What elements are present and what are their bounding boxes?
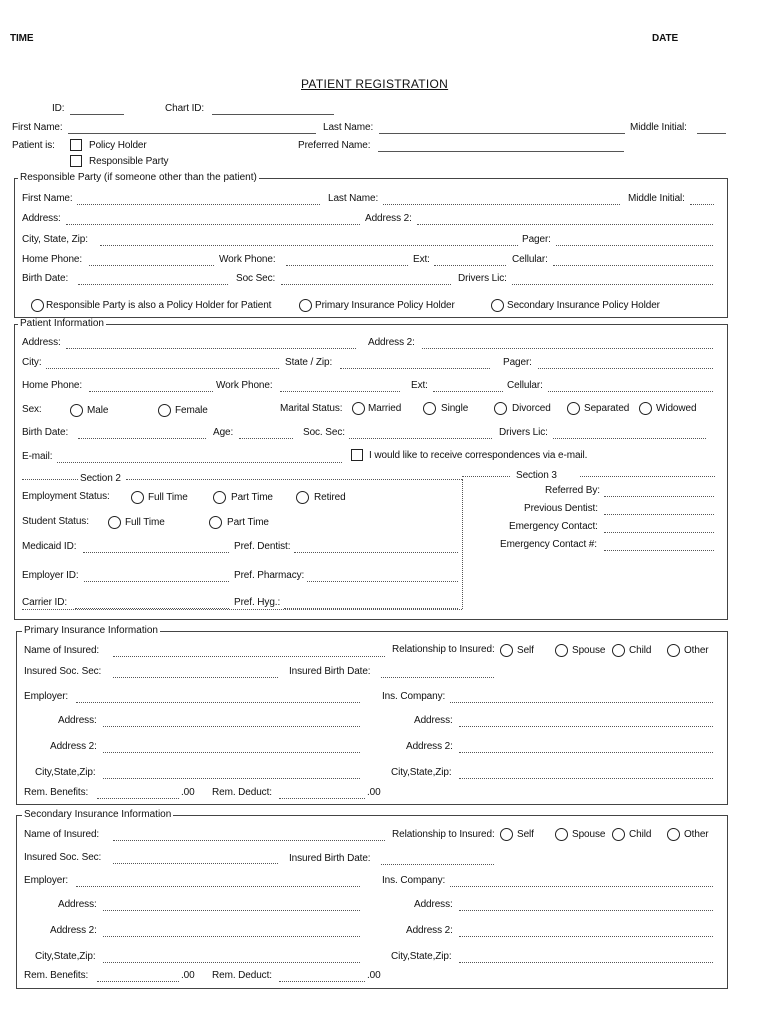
sec-name-insured-field[interactable] [113, 840, 385, 841]
sec-spouse-radio[interactable] [555, 828, 568, 841]
sec-birth-date-field[interactable] [381, 864, 494, 865]
rp-ext-label: Ext: [413, 254, 430, 265]
sec-ins-company-field[interactable] [450, 886, 713, 887]
sec-name-insured-label: Name of Insured: [24, 829, 100, 840]
sec-soc-sec-field[interactable] [113, 863, 278, 864]
emergency-contact-field[interactable] [604, 532, 714, 533]
marital-widowed-radio[interactable] [639, 402, 652, 415]
rp-drivers-lic-field[interactable] [512, 284, 713, 285]
patient-information-legend: Patient Information [20, 318, 104, 329]
rp-primary-label: Primary Insurance Policy Holder [315, 300, 455, 311]
sec-rem-benefits-field[interactable] [97, 981, 179, 982]
marital-separated-label: Separated [584, 403, 630, 414]
sec-soc-sec-label: Insured Soc. Sec: [24, 852, 102, 863]
preferred-name-label: Preferred Name: [298, 140, 371, 151]
rp-soc-sec-label: Soc Sec: [236, 273, 276, 284]
pi-email-label: E-mail: [22, 451, 53, 462]
pri-company-address2-field[interactable] [459, 752, 713, 753]
time-label: TIME [10, 33, 34, 44]
student-part-time-label: Part Time [227, 517, 269, 528]
sec-rem-benefits-label: Rem. Benefits: [24, 970, 89, 981]
middle-initial-field[interactable] [697, 133, 726, 134]
employer-id-label: Employer ID: [22, 570, 79, 581]
pri-company-address-label: Address: [414, 715, 453, 726]
rp-address2-field[interactable] [417, 224, 713, 225]
sec-employer-label: Employer: [24, 875, 69, 886]
sec-company-address-label: Address: [414, 899, 453, 910]
pri-rem-benefits-field[interactable] [97, 798, 179, 799]
email-opt-in-checkbox[interactable] [351, 449, 363, 461]
policy-holder-label: Policy Holder [89, 140, 147, 151]
marital-single-label: Single [441, 403, 469, 414]
employment-full-time-label: Full Time [148, 492, 188, 503]
pi-state-zip-field[interactable] [340, 368, 490, 369]
student-part-time-radio[interactable] [209, 516, 222, 529]
pri-employer-address2-field[interactable] [103, 752, 360, 753]
pi-work-phone-field[interactable] [280, 391, 400, 392]
section2-rule-right [126, 479, 462, 480]
pri-employer-city-field[interactable] [103, 778, 360, 779]
pi-age-label: Age: [213, 427, 234, 438]
pref-pharmacy-label: Pref. Pharmacy: [234, 570, 305, 581]
medicaid-id-label: Medicaid ID: [22, 541, 77, 552]
pri-relationship-label: Relationship to Insured: [392, 644, 495, 655]
sec-spouse-label: Spouse [572, 829, 606, 840]
pi-ext-label: Ext: [411, 380, 428, 391]
rp-policy-holder-radio[interactable] [31, 299, 44, 312]
chart-id-field[interactable] [212, 114, 334, 115]
pi-address2-field[interactable] [422, 348, 713, 349]
sex-male-radio[interactable] [70, 404, 83, 417]
pri-ins-company-field[interactable] [450, 702, 713, 703]
pi-pager-field[interactable] [538, 368, 713, 369]
pi-home-phone-field[interactable] [89, 391, 213, 392]
employment-part-time-radio[interactable] [213, 491, 226, 504]
sec-self-radio[interactable] [500, 828, 513, 841]
sec-child-radio[interactable] [612, 828, 625, 841]
marital-single-radio[interactable] [423, 402, 436, 415]
pi-address2-label: Address 2: [368, 337, 415, 348]
pri-birth-date-field[interactable] [381, 677, 494, 678]
sec-rem-deduct-label: Rem. Deduct: [212, 970, 272, 981]
pref-hyg-field[interactable] [284, 608, 458, 609]
pri-company-address2-label: Address 2: [406, 741, 453, 752]
rp-home-phone-label: Home Phone: [22, 254, 83, 265]
pi-address-field[interactable] [66, 348, 356, 349]
rp-last-name-label: Last Name: [328, 193, 379, 204]
date-label: DATE [652, 33, 679, 44]
employment-part-time-label: Part Time [231, 492, 273, 503]
marital-widowed-label: Widowed [656, 403, 697, 414]
pi-home-phone-label: Home Phone: [22, 380, 83, 391]
policy-holder-checkbox[interactable] [70, 139, 82, 151]
id-label: ID: [52, 103, 65, 114]
sec-child-label: Child [629, 829, 652, 840]
sec-company-address2-label: Address 2: [406, 925, 453, 936]
pri-birth-date-label: Insured Birth Date: [289, 666, 371, 677]
sec-company-city-field[interactable] [459, 962, 713, 963]
pri-spouse-radio[interactable] [555, 644, 568, 657]
pri-spouse-label: Spouse [572, 645, 606, 656]
pri-company-address-field[interactable] [459, 726, 713, 727]
rp-first-name-field[interactable] [77, 204, 320, 205]
sec-other-radio[interactable] [667, 828, 680, 841]
sec-employer-address2-field[interactable] [103, 936, 360, 937]
employment-full-time-radio[interactable] [131, 491, 144, 504]
pi-email-field[interactable] [57, 462, 342, 463]
section3-title: Section 3 [516, 470, 557, 481]
employment-retired-label: Retired [314, 492, 346, 503]
section-divider [462, 479, 463, 609]
rp-address-label: Address: [22, 213, 61, 224]
sec-relationship-label: Relationship to Insured: [392, 829, 495, 840]
pri-ins-company-label: Ins. Company: [382, 691, 446, 702]
rp-address-field[interactable] [66, 224, 360, 225]
marital-status-label: Marital Status: [280, 403, 343, 414]
pi-ext-field[interactable] [433, 391, 503, 392]
pi-state-zip-label: State / Zip: [285, 357, 333, 368]
pri-soc-sec-label: Insured Soc. Sec: [24, 666, 102, 677]
sec-rem-benefits-cents: .00 [181, 970, 195, 981]
pri-self-label: Self [517, 645, 534, 656]
employment-retired-radio[interactable] [296, 491, 309, 504]
carrier-id-label: Carrier ID: [22, 597, 68, 608]
pri-rem-benefits-cents: .00 [181, 787, 195, 798]
pri-name-insured-label: Name of Insured: [24, 645, 100, 656]
marital-divorced-radio[interactable] [494, 402, 507, 415]
emergency-contact-label: Emergency Contact: [509, 521, 598, 532]
sec-rem-deduct-field[interactable] [279, 981, 365, 982]
middle-initial-label: Middle Initial: [630, 122, 687, 133]
section2-rule-left [22, 479, 78, 480]
pri-rem-deduct-cents: .00 [367, 787, 381, 798]
sec-employer-field[interactable] [76, 886, 360, 887]
sex-male-label: Male [87, 405, 109, 416]
pri-company-city-label: City,State,Zip: [391, 767, 452, 778]
pi-pager-label: Pager: [503, 357, 532, 368]
rp-work-phone-label: Work Phone: [219, 254, 276, 265]
pi-soc-sec-field[interactable] [349, 438, 492, 439]
rp-birth-date-label: Birth Date: [22, 273, 69, 284]
medicaid-id-field[interactable] [83, 552, 229, 553]
rp-first-name-label: First Name: [22, 193, 73, 204]
rp-cellular-label: Cellular: [512, 254, 548, 265]
rp-city-label: City, State, Zip: [22, 234, 88, 245]
section3-rule-left [462, 476, 510, 477]
rp-drivers-lic-label: Drivers Lic: [458, 273, 507, 284]
preferred-name-field[interactable] [378, 151, 624, 152]
pri-employer-address-field[interactable] [103, 726, 360, 727]
pri-other-label: Other [684, 645, 709, 656]
sec-company-address2-field[interactable] [459, 936, 713, 937]
carrier-id-field[interactable] [75, 608, 229, 609]
rp-policy-holder-label: Responsible Party is also a Policy Holder for Patient [46, 300, 272, 311]
emergency-contact-number-field[interactable] [604, 550, 714, 551]
referred-by-field[interactable] [604, 496, 714, 497]
pri-employer-city-label: City,State,Zip: [35, 767, 96, 778]
rp-middle-initial-field[interactable] [690, 204, 714, 205]
sec-self-label: Self [517, 829, 534, 840]
rp-work-phone-field[interactable] [286, 265, 408, 266]
pi-cellular-field[interactable] [548, 391, 713, 392]
pri-company-city-field[interactable] [459, 778, 713, 779]
sec-employer-address2-label: Address 2: [50, 925, 97, 936]
rp-last-name-field[interactable] [383, 204, 620, 205]
pi-work-phone-label: Work Phone: [216, 380, 273, 391]
sex-female-radio[interactable] [158, 404, 171, 417]
rp-middle-initial-label: Middle Initial: [628, 193, 685, 204]
student-full-time-radio[interactable] [108, 516, 121, 529]
responsible-party-label: Responsible Party [89, 156, 169, 167]
sec-company-city-label: City,State,Zip: [391, 951, 452, 962]
responsible-party-legend: Responsible Party (if someone other than the patient) [20, 172, 257, 183]
previous-dentist-field[interactable] [604, 514, 714, 515]
marital-married-label: Married [368, 403, 402, 414]
section2-title: Section 2 [80, 473, 121, 484]
employment-status-label: Employment Status: [22, 491, 110, 502]
pref-dentist-label: Pref. Dentist: [234, 541, 291, 552]
marital-married-radio[interactable] [352, 402, 365, 415]
sec-employer-city-field[interactable] [103, 962, 360, 963]
pri-child-label: Child [629, 645, 652, 656]
pi-soc-sec-label: Soc. Sec: [303, 427, 345, 438]
pri-self-radio[interactable] [500, 644, 513, 657]
pi-city-label: City: [22, 357, 42, 368]
rp-birth-date-field[interactable] [78, 284, 228, 285]
last-name-field[interactable] [379, 133, 625, 134]
referred-by-label: Referred By: [545, 485, 600, 496]
employer-id-field[interactable] [84, 581, 229, 582]
pref-dentist-field[interactable] [294, 552, 458, 553]
first-name-field[interactable] [68, 133, 316, 134]
sex-female-label: Female [175, 405, 208, 416]
pref-hyg-label: Pref. Hyg.: [234, 597, 281, 608]
sec-employer-address-field[interactable] [103, 910, 360, 911]
pri-rem-deduct-label: Rem. Deduct: [212, 787, 272, 798]
id-field[interactable] [70, 114, 124, 115]
marital-separated-radio[interactable] [567, 402, 580, 415]
pi-cellular-label: Cellular: [507, 380, 543, 391]
primary-insurance-legend: Primary Insurance Information [24, 625, 158, 636]
rp-secondary-label: Secondary Insurance Policy Holder [507, 300, 660, 311]
sec-other-label: Other [684, 829, 709, 840]
sec-employer-address-label: Address: [58, 899, 97, 910]
patient-is-label: Patient is: [12, 140, 55, 151]
student-full-time-label: Full Time [125, 517, 165, 528]
rp-pager-field[interactable] [556, 245, 713, 246]
pri-employer-label: Employer: [24, 691, 69, 702]
rp-secondary-radio[interactable] [491, 299, 504, 312]
pri-employer-field[interactable] [76, 702, 360, 703]
sec-ins-company-label: Ins. Company: [382, 875, 446, 886]
emergency-contact-number-label: Emergency Contact #: [500, 539, 597, 550]
pri-soc-sec-field[interactable] [113, 677, 278, 678]
pref-pharmacy-field[interactable] [307, 581, 458, 582]
pi-birth-date-field[interactable] [78, 438, 206, 439]
rp-cellular-field[interactable] [553, 265, 713, 266]
pi-sex-label: Sex: [22, 404, 42, 415]
pri-other-radio[interactable] [667, 644, 680, 657]
pi-drivers-lic-field[interactable] [553, 438, 706, 439]
pi-birth-date-label: Birth Date: [22, 427, 69, 438]
rp-pager-label: Pager: [522, 234, 551, 245]
pi-address-label: Address: [22, 337, 61, 348]
pri-child-radio[interactable] [612, 644, 625, 657]
email-opt-in-label: I would like to receive correspondences via e-mail. [369, 450, 588, 461]
sec-birth-date-label: Insured Birth Date: [289, 853, 371, 864]
rp-primary-radio[interactable] [299, 299, 312, 312]
pi-drivers-lic-label: Drivers Lic: [499, 427, 548, 438]
rp-soc-sec-field[interactable] [281, 284, 451, 285]
section3-rule-right [580, 476, 715, 477]
pri-rem-deduct-field[interactable] [279, 798, 365, 799]
pi-age-field[interactable] [239, 438, 293, 439]
rp-address2-label: Address 2: [365, 213, 412, 224]
last-name-label: Last Name: [323, 122, 374, 133]
rp-city-field[interactable] [100, 245, 518, 246]
marital-divorced-label: Divorced [512, 403, 551, 414]
chart-id-label: Chart ID: [165, 103, 205, 114]
pri-employer-address-label: Address: [58, 715, 97, 726]
rp-ext-field[interactable] [434, 265, 506, 266]
form-title: PATIENT REGISTRATION [301, 77, 449, 91]
student-status-label: Student Status: [22, 516, 89, 527]
first-name-label: First Name: [12, 122, 63, 133]
previous-dentist-label: Previous Dentist: [524, 503, 598, 514]
rp-home-phone-field[interactable] [89, 265, 214, 266]
sec-company-address-field[interactable] [459, 910, 713, 911]
pri-rem-benefits-label: Rem. Benefits: [24, 787, 89, 798]
pi-city-field[interactable] [46, 368, 279, 369]
pri-name-insured-field[interactable] [113, 656, 385, 657]
sec-rem-deduct-cents: .00 [367, 970, 381, 981]
secondary-insurance-legend: Secondary Insurance Information [24, 809, 172, 820]
section2-rule-bottom [22, 609, 462, 610]
responsible-party-checkbox[interactable] [70, 155, 82, 167]
pri-employer-address2-label: Address 2: [50, 741, 97, 752]
sec-employer-city-label: City,State,Zip: [35, 951, 96, 962]
